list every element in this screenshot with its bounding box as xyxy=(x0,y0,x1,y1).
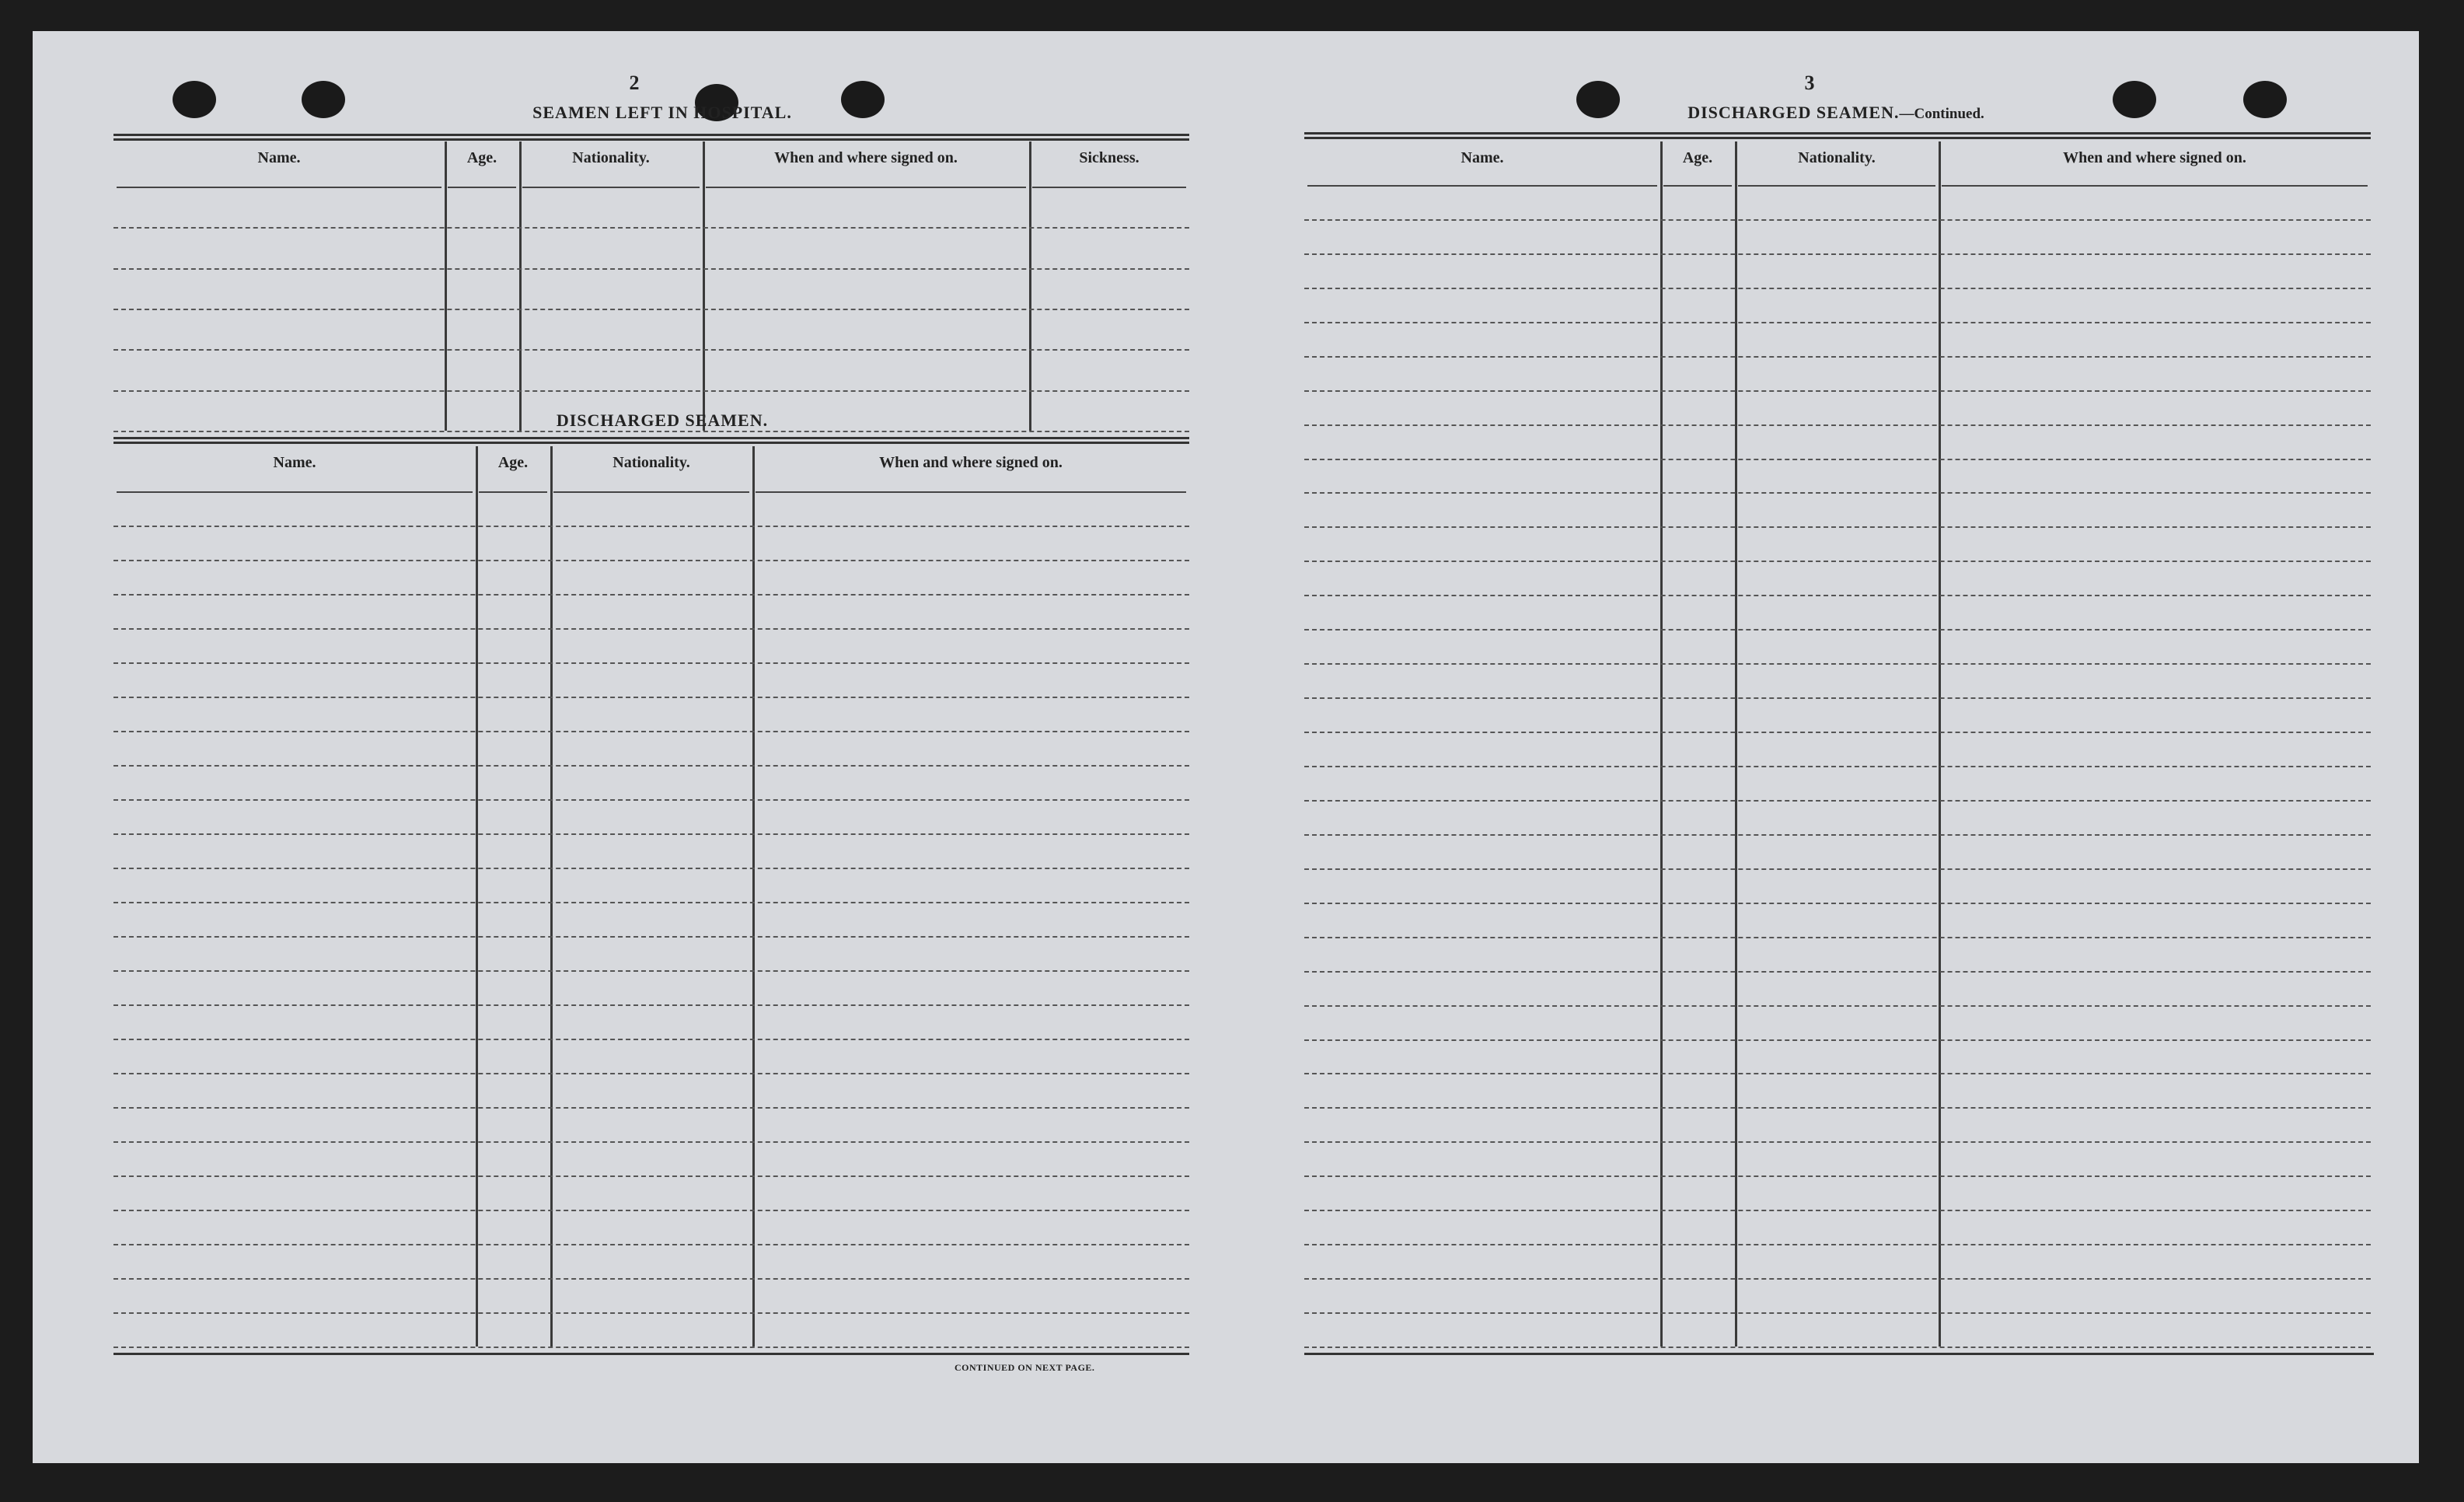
header-underline xyxy=(522,187,700,188)
right-page-number: 3 xyxy=(1804,72,1815,94)
entry-line[interactable] xyxy=(1304,253,2371,255)
entry-line[interactable] xyxy=(113,868,1189,869)
entry-line[interactable] xyxy=(113,1107,1189,1109)
entry-line[interactable] xyxy=(1304,322,2371,323)
column-header: Nationality. xyxy=(572,149,650,166)
header-underline xyxy=(553,491,749,493)
entry-line[interactable] xyxy=(113,227,1189,229)
entry-line[interactable] xyxy=(113,1073,1189,1074)
entry-line[interactable] xyxy=(113,1210,1189,1211)
entry-line[interactable] xyxy=(1304,1244,2371,1245)
column-divider xyxy=(550,446,553,1347)
header-underline xyxy=(1942,185,2368,187)
entry-line[interactable] xyxy=(113,731,1189,732)
entry-line[interactable] xyxy=(113,1039,1189,1040)
entry-line[interactable] xyxy=(113,662,1189,664)
discharged-table xyxy=(113,446,1189,1347)
column-header: Sickness. xyxy=(1079,149,1140,166)
entry-line[interactable] xyxy=(113,268,1189,270)
entry-line[interactable] xyxy=(113,526,1189,527)
discharged-top-rule xyxy=(113,437,1189,444)
entry-line[interactable] xyxy=(113,833,1189,835)
entry-line[interactable] xyxy=(1304,1107,2371,1109)
header-underline xyxy=(1738,185,1935,187)
entry-line[interactable] xyxy=(113,1141,1189,1143)
entry-line[interactable] xyxy=(1304,732,2371,733)
column-divider xyxy=(752,446,755,1347)
entry-line[interactable] xyxy=(113,594,1189,596)
entry-line[interactable] xyxy=(113,799,1189,801)
entry-line[interactable] xyxy=(1304,800,2371,802)
header-underline xyxy=(117,491,473,493)
entry-line[interactable] xyxy=(113,1175,1189,1177)
entry-line[interactable] xyxy=(1304,424,2371,426)
column-divider xyxy=(445,141,447,431)
entry-line[interactable] xyxy=(1304,219,2371,221)
entry-line[interactable] xyxy=(113,1004,1189,1006)
right-top-rule xyxy=(1304,132,2371,139)
column-header: When and where signed on. xyxy=(2063,149,2246,166)
header-underline xyxy=(448,187,516,188)
hospital-top-rule xyxy=(113,134,1189,141)
entry-line[interactable] xyxy=(113,1278,1189,1280)
header-underline xyxy=(1032,187,1186,188)
entry-line[interactable] xyxy=(1304,1005,2371,1007)
column-divider xyxy=(519,141,522,431)
column-header: Nationality. xyxy=(613,454,690,471)
left-page-number: 2 xyxy=(629,72,640,94)
paper-notch xyxy=(2439,995,2456,1042)
entry-line[interactable] xyxy=(1304,903,2371,904)
entry-line[interactable] xyxy=(113,309,1189,310)
column-header: When and where signed on. xyxy=(774,149,958,166)
entry-line[interactable] xyxy=(1304,663,2371,665)
punch-hole xyxy=(2113,81,2156,118)
hospital-section-title: SEAMEN LEFT IN HOSPITAL. xyxy=(532,103,792,122)
entry-line[interactable] xyxy=(1304,288,2371,289)
entry-line[interactable] xyxy=(1304,356,2371,358)
column-header: Age. xyxy=(497,454,529,471)
column-divider xyxy=(476,446,478,1347)
entry-line[interactable] xyxy=(113,390,1189,392)
column-header: Name. xyxy=(1461,149,1504,166)
entry-line[interactable] xyxy=(1304,937,2371,938)
entry-line[interactable] xyxy=(113,970,1189,972)
entry-line[interactable] xyxy=(113,560,1189,561)
entry-line[interactable] xyxy=(1304,1141,2371,1143)
column-divider xyxy=(703,141,705,431)
header-underline xyxy=(1663,185,1732,187)
entry-line[interactable] xyxy=(1304,1175,2371,1177)
entry-line[interactable] xyxy=(1304,971,2371,973)
discharged-bottom-rule xyxy=(113,1353,1189,1355)
entry-line[interactable] xyxy=(1304,561,2371,562)
hospital-table xyxy=(113,141,1189,431)
punch-hole xyxy=(2243,81,2287,118)
entry-line[interactable] xyxy=(1304,1210,2371,1211)
entry-line[interactable] xyxy=(113,349,1189,351)
entry-line[interactable] xyxy=(1304,390,2371,392)
header-underline xyxy=(706,187,1026,188)
right-bottom-rule xyxy=(1304,1353,2374,1355)
entry-line[interactable] xyxy=(1304,1278,2371,1280)
header-underline xyxy=(1307,185,1657,187)
entry-line[interactable] xyxy=(1304,834,2371,836)
entry-line[interactable] xyxy=(113,628,1189,630)
column-header: Name. xyxy=(257,149,301,166)
entry-line[interactable] xyxy=(113,1312,1189,1314)
column-header: When and where signed on. xyxy=(879,454,1063,471)
punch-hole xyxy=(302,81,345,118)
entry-line[interactable] xyxy=(113,1347,1189,1348)
punch-hole xyxy=(173,81,216,118)
right-discharged-table xyxy=(1304,141,2371,1347)
entry-line[interactable] xyxy=(113,902,1189,903)
entry-line[interactable] xyxy=(1304,595,2371,596)
right-section-title xyxy=(1587,103,2085,123)
entry-line[interactable] xyxy=(113,765,1189,767)
column-divider xyxy=(1029,141,1031,431)
entry-line[interactable] xyxy=(1304,697,2371,699)
column-header: Age. xyxy=(466,149,497,166)
entry-line[interactable] xyxy=(1304,629,2371,630)
entry-line[interactable] xyxy=(1304,1073,2371,1074)
entry-line[interactable] xyxy=(1304,1347,2371,1348)
entry-line[interactable] xyxy=(1304,526,2371,528)
header-underline xyxy=(117,187,441,188)
entry-line[interactable] xyxy=(113,431,1189,432)
entry-line[interactable] xyxy=(113,936,1189,938)
column-header: Age. xyxy=(1682,149,1713,166)
continued-note: CONTINUED ON NEXT PAGE. xyxy=(955,1362,1095,1373)
header-underline xyxy=(479,491,547,493)
entry-line[interactable] xyxy=(1304,492,2371,494)
discharged-section-title: DISCHARGED SEAMEN. xyxy=(556,410,769,430)
header-underline xyxy=(756,491,1186,493)
column-header: Name. xyxy=(273,454,316,471)
column-header: Nationality. xyxy=(1798,149,1876,166)
form-paper xyxy=(33,31,2419,1463)
entry-line[interactable] xyxy=(1304,868,2371,870)
entry-line[interactable] xyxy=(1304,459,2371,460)
right-section-title-suffix: —Continued. xyxy=(1899,106,1984,122)
entry-line[interactable] xyxy=(1304,1312,2371,1314)
right-section-title-text: DISCHARGED SEAMEN. xyxy=(1687,103,1900,122)
entry-line[interactable] xyxy=(113,1244,1189,1245)
entry-line[interactable] xyxy=(113,697,1189,698)
entry-line[interactable] xyxy=(1304,766,2371,767)
entry-line[interactable] xyxy=(1304,1039,2371,1041)
